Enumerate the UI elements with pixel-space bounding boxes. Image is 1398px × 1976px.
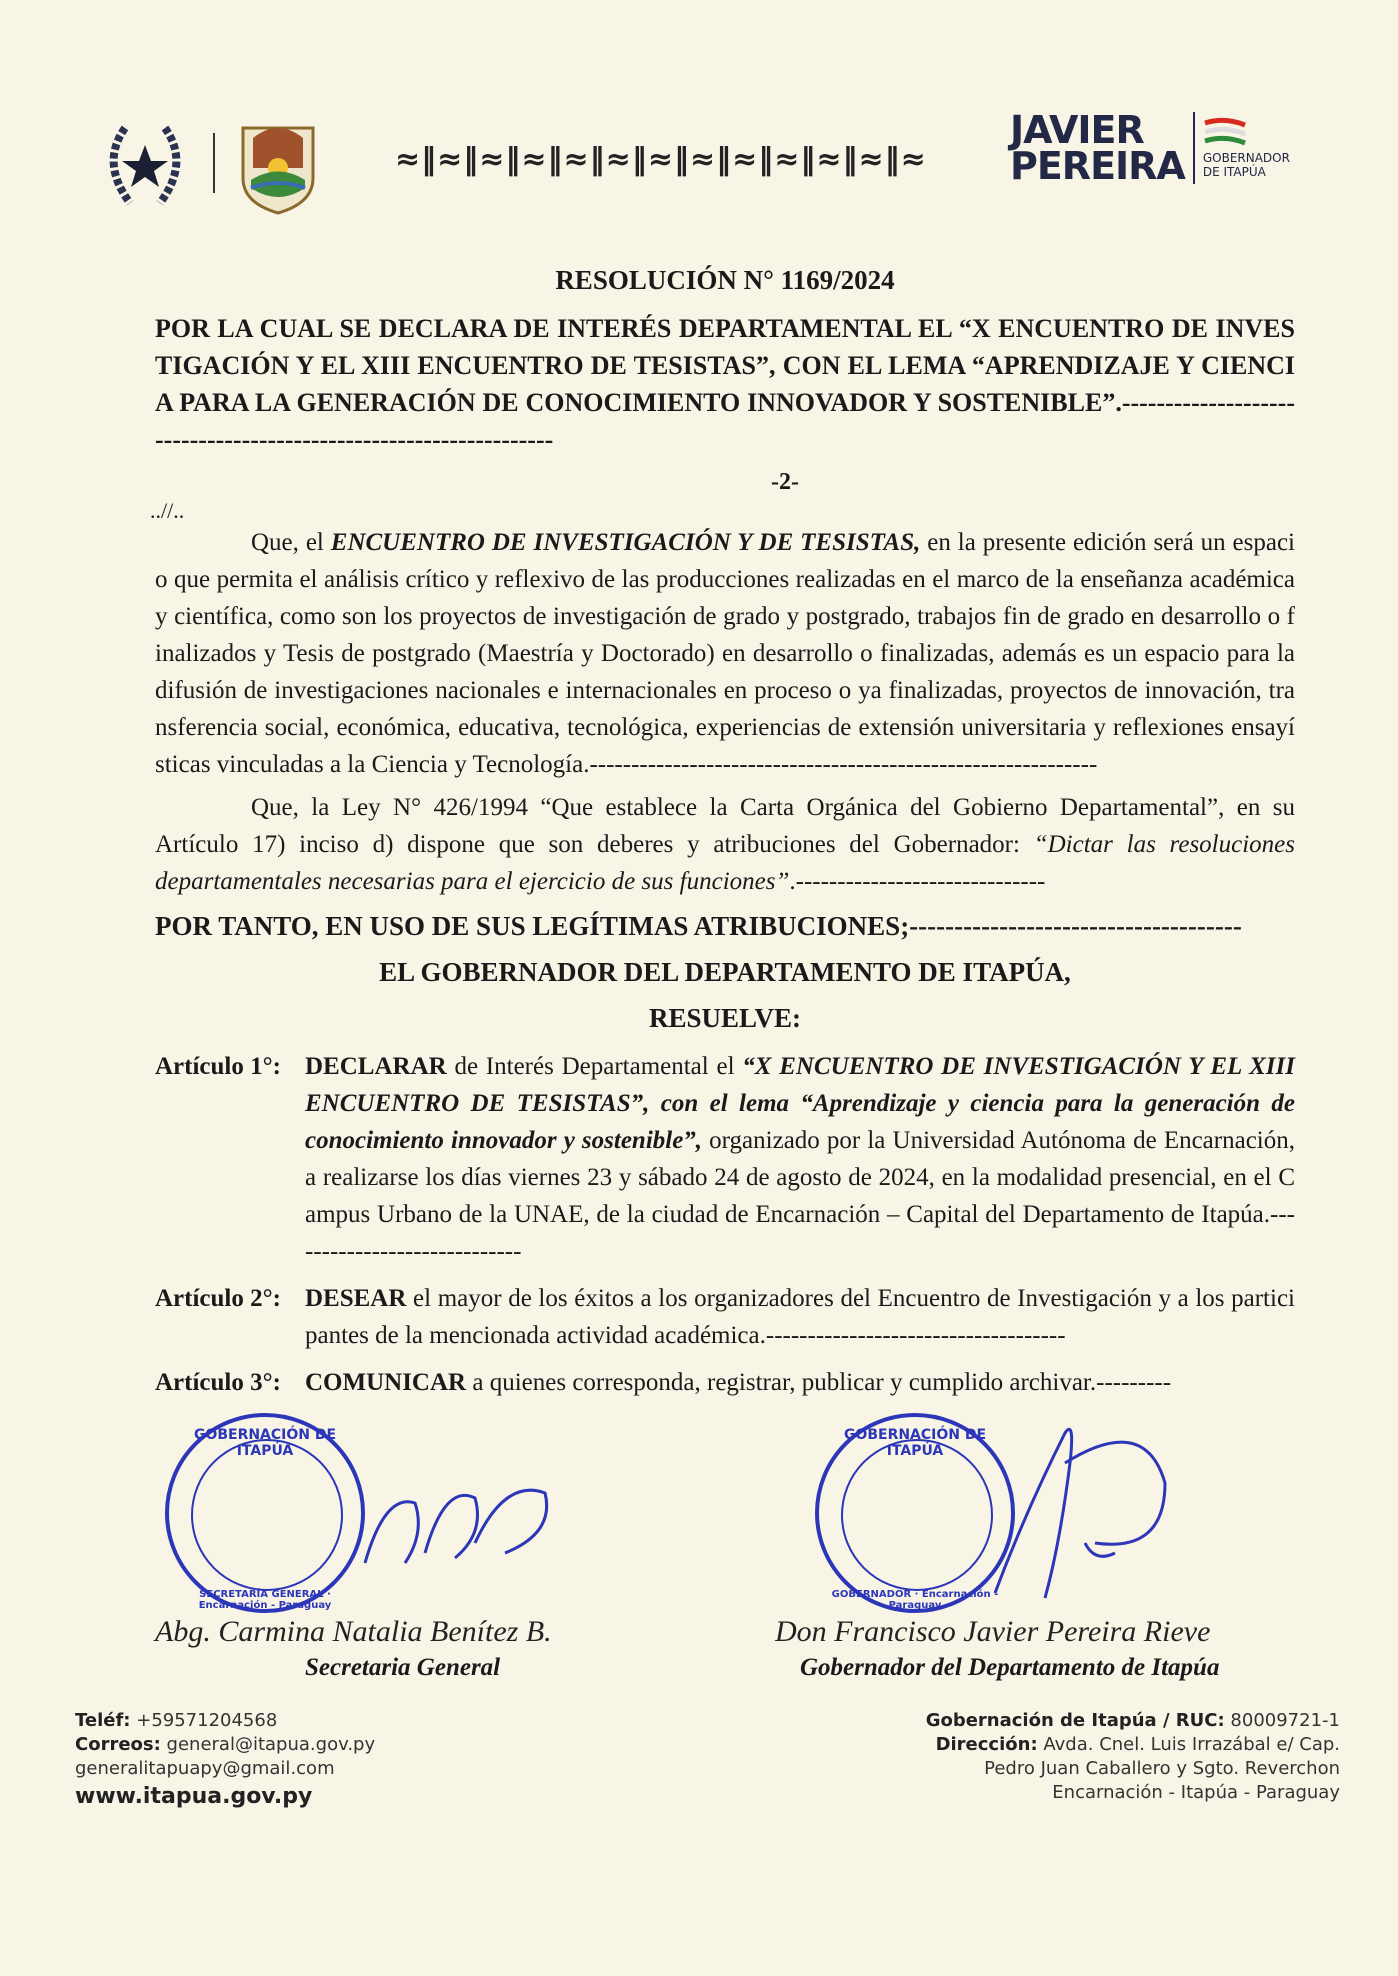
website-link[interactable]: www.itapua.gov.py	[75, 1784, 313, 1809]
secretary-name: Abg. Carmina Natalia Benítez B.	[155, 1615, 552, 1648]
article-2	[155, 1280, 1295, 1354]
secretary-role: Secretaria General	[305, 1654, 501, 1681]
footer-address	[926, 1709, 1340, 1809]
resuelve-heading: RESUELVE:	[648, 1003, 802, 1033]
paragraph-2	[155, 789, 1295, 900]
org-label: Gobernación de Itapúa / RUC:	[925, 1710, 1225, 1731]
page-header	[0, 0, 1398, 240]
event-name: ENCUENTRO DE INVESTIGACIÓN Y DE TESISTAS,	[330, 529, 921, 556]
brand-line-1: JAVIER	[1010, 108, 1144, 152]
secretary-signature-icon	[355, 1473, 575, 1583]
text: Que, el	[251, 529, 331, 556]
email[interactable]: generalitapuapy@gmail.com	[75, 1758, 335, 1779]
decorative-pattern: ≈‖≈‖≈‖≈‖≈‖≈‖≈‖≈‖≈‖≈‖≈‖≈‖≈	[395, 142, 927, 177]
stamp-inner-ring	[191, 1439, 343, 1591]
event-name: “X ENCUENTRO DE INVESTIGACIÓN Y EL XIII ENCUENTRO DE TESISTAS”, con el lema “Aprendizaje y ciencia para la generación de conocimiento innovador y sostenible”,	[305, 1053, 1295, 1154]
flag-wave-icon	[1203, 117, 1247, 147]
text: organizado por la Universidad Autónoma de Encarnación, a realizarse los días viernes 23 y sábado 24 de agosto de 2024, en la modalidad presencial, en el Campus Urbano de la UNAE, de la ciudad de Encarnación – Capital del Departamento de Itapúa.-----------------------------	[305, 1127, 1295, 1265]
article-label: Artículo 2°:	[155, 1285, 281, 1312]
itapua-coat-of-arms-icon	[233, 108, 323, 218]
secretary-signature-block	[155, 1413, 715, 1685]
governor-brand-logo	[1010, 108, 1290, 188]
brand-divider	[1193, 112, 1195, 184]
brand-sub-2: DE ITAPÚA	[1202, 165, 1266, 179]
brand-line-2: PEREIRA	[1010, 144, 1185, 188]
stamp-text: GOBERNACIÓN DE ITAPÚA	[843, 1427, 987, 1459]
footer-contact	[75, 1709, 375, 1809]
text: .------------------------------	[789, 868, 1046, 895]
paragraph-1	[155, 524, 1295, 783]
address-line: Avda. Cnel. Luis Irrazábal e/ Cap.	[1037, 1734, 1340, 1755]
brand-sub-1: GOBERNADOR	[1202, 151, 1290, 165]
address-label: Dirección:	[935, 1734, 1038, 1755]
text: el mayor de los éxitos a los organizadores del Encuentro de Investigación y a los participantes de la mencionada actividad académica.------------------------------------	[305, 1285, 1295, 1349]
article-text	[305, 1048, 1295, 1270]
address-line: Pedro Juan Caballero y Sgto. Reverchon	[984, 1758, 1340, 1779]
email-label: Correos:	[75, 1734, 161, 1755]
article-label: Artículo 1°:	[155, 1053, 281, 1080]
text: en la presente edición será un espacio que permita el análisis crítico y reflexivo de las producciones realizadas en el marco de la enseñanza académica y científica, como son los proyectos de investigación de grado y postgrado, trabajos fin de grado en desarrollo o finalizados y Tesis de postgrado (Maestría y Doctorado) en desarrollo o finalizadas, además es un espacio para la difusión de investigaciones nacionales e internacionales en proceso o ya finalizadas, proyectos de innovación, transferencia social, económica, educativa, tecnológica, experiencias de extensión universitaria y reflexiones ensayísticas vinculadas a la Ciencia y Tecnología.-------------------------------------------------------------	[155, 529, 1295, 778]
article-text	[305, 1280, 1295, 1354]
governor-signature-icon	[965, 1413, 1195, 1603]
page-footer	[75, 1709, 1340, 1809]
page-number: -2-	[771, 469, 799, 495]
gobernador-heading: EL GOBERNADOR DEL DEPARTAMENTO DE ITAPÚA,	[379, 957, 1071, 987]
article-1	[155, 1048, 1295, 1270]
article-verb: COMUNICAR	[305, 1369, 467, 1396]
header-logos	[95, 108, 323, 218]
stamp-text: GOBERNACIÓN DE ITAPÚA	[193, 1427, 337, 1459]
body-text	[155, 524, 1295, 900]
article-verb: DECLARAR	[305, 1053, 447, 1080]
governor-signature-block	[775, 1413, 1295, 1685]
signatures	[155, 1413, 1295, 1685]
phone-label: Teléf:	[75, 1710, 131, 1731]
article-label: Artículo 3°:	[155, 1369, 281, 1396]
continuation-mark: ..//..	[150, 498, 185, 523]
secretary-stamp	[165, 1413, 365, 1613]
text: a quienes corresponda, registrar, publicar y cumplido archivar.---------	[466, 1369, 1172, 1396]
address-line: Encarnación - Itapúa - Paraguay	[1052, 1782, 1340, 1803]
resolution-heading: POR LA CUAL SE DECLARA DE INTERÉS DEPARTAMENTAL EL “X ENCUENTRO DE INVESTIGACIÓN Y EL XIII ENCUENTRO DE TESISTAS”, CON EL LEMA “APRENDIZAJE Y CIENCIA PARA LA GENERACIÓN DE CONOCIMIENTO INNOVADOR Y SOSTENIBLE”.------------------------------------------------------------------	[155, 314, 1295, 454]
phone: +59571204568	[130, 1710, 278, 1731]
ruc: 80009721-1	[1224, 1710, 1340, 1731]
email[interactable]: general@itapua.gov.py	[160, 1734, 376, 1755]
stamp-text: GOBERNADOR · Encarnación - Paraguay	[831, 1589, 999, 1611]
text: Que, la Ley N° 426/1994 “Que establece la Carta Orgánica del Gobierno Departamental”, en su Artículo 17) inciso d) dispone que son deberes y atribuciones del Gobernador:	[155, 794, 1295, 858]
article-verb: DESEAR	[305, 1285, 407, 1312]
logo-divider	[213, 133, 215, 193]
governor-name: Don Francisco Javier Pereira Rieve	[775, 1615, 1211, 1648]
quote: “Dictar las resoluciones departamentales necesarias para el ejercicio de sus funciones”	[155, 831, 1295, 895]
national-seal-icon	[95, 113, 195, 213]
por-tanto: POR TANTO, EN USO DE SUS LEGÍTIMAS ATRIBUCIONES;-------------------------------------	[155, 911, 1242, 941]
text: de Interés Departamental el	[446, 1053, 743, 1080]
stamp-text: SECRETARÍA GENERAL · Encarnación - Paraguay	[198, 1589, 332, 1611]
resolution-title: RESOLUCIÓN N° 1169/2024	[555, 265, 895, 295]
article-text	[305, 1364, 1295, 1401]
governor-role: Gobernador del Departamento de Itapúa	[800, 1654, 1220, 1681]
article-3	[155, 1364, 1295, 1401]
document-body	[150, 262, 1295, 1685]
